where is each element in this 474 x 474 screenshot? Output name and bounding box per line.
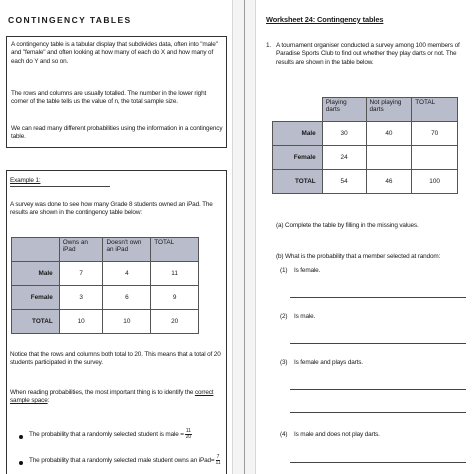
intro-paragraph-1: A contingency table is a tabular display that subdivides data, often into "male" and "female" and often looking at how many of each do X and how many of each do Y and so on. (11, 41, 218, 65)
bullet-icon (19, 435, 23, 439)
example-text: A survey was done to see how many Grade 8 students owned an iPad. The results are shown in the contingency table below: (10, 201, 213, 217)
answer-line[interactable] (290, 297, 466, 298)
probability-text: The probability that a randomly selected student is male = (29, 431, 184, 439)
bullet-icon (19, 461, 23, 465)
column-header: TOTAL (151, 238, 199, 262)
sample-space-colon: : (47, 397, 50, 405)
example-box (6, 170, 227, 474)
table-row (12, 262, 199, 286)
table-row (273, 146, 458, 170)
table-cell: 10 (59, 310, 103, 334)
table-row (12, 310, 199, 334)
column-header: Playing darts (322, 98, 366, 122)
fraction-numerator: 7 (216, 454, 220, 460)
page-title: CONTINGENCY TABLES (8, 15, 132, 25)
sample-space-note (10, 389, 224, 406)
table-header-row (12, 238, 199, 262)
question-text: A tournament organiser conducted a survey among 100 members of Paradise Sports Club to find out whether they play darts or not. The results are shown in the table below. (276, 42, 460, 66)
subpart-text: Is female and plays darts. (294, 359, 363, 366)
table-cell-empty[interactable] (412, 146, 458, 170)
table-cell: 3 (59, 286, 103, 310)
subpart-text: Is male. (294, 313, 316, 320)
part-a: (a) Complete the table by filling in the missing values. (276, 222, 419, 229)
intro-paragraph-2: The rows and columns are usually totalled. The number in the lower right corner of the table tells us the value of n, the total sample size. (11, 90, 207, 106)
table-cell: 46 (366, 170, 412, 194)
subpart-number: (3) (280, 359, 288, 366)
page-divider (244, 0, 245, 474)
table-corner-cell (273, 98, 323, 122)
table-cell: 11 (151, 262, 199, 286)
answer-line[interactable] (290, 389, 466, 390)
table-cell-empty[interactable] (366, 146, 412, 170)
probability-bullet (29, 429, 224, 440)
worksheet-title: Worksheet 24: Contingency tables (266, 15, 384, 24)
fraction-numerator: 11 (185, 428, 191, 434)
column-header: Not playing darts (366, 98, 412, 122)
table-cell: 54 (322, 170, 366, 194)
fraction-denominator: 11 (215, 460, 221, 466)
row-header: TOTAL (12, 310, 60, 334)
left-page (0, 0, 232, 474)
answer-line[interactable] (290, 412, 466, 413)
ipad-contingency-table (11, 237, 199, 334)
column-header: TOTAL (412, 98, 458, 122)
table-cell: 10 (103, 310, 151, 334)
intro-paragraph-3: We can read many different probabilities using the information in a contingency table. (11, 125, 223, 141)
subpart-number: (1) (280, 267, 288, 274)
part-b: (b) What is the probability that a member selected at random: (276, 253, 441, 260)
example-explanation: Notice that the rows and columns both total to 20. This means that a total of 20 students participated in the survey. (10, 351, 221, 367)
subpart-number: (4) (280, 431, 288, 438)
probability-text: The probability that a randomly selected male student owns an iPad= (29, 457, 215, 465)
fraction (216, 455, 221, 466)
table-row (12, 286, 199, 310)
table-cell: 6 (103, 286, 151, 310)
fraction-denominator: 20 (185, 434, 191, 440)
sample-space-highlight: correct sample space (10, 389, 214, 405)
probability-bullet (29, 455, 229, 466)
row-header: TOTAL (273, 170, 323, 194)
column-header: Owns an iPad (59, 238, 103, 262)
subpart-number: (2) (280, 313, 288, 320)
table-row (273, 170, 458, 194)
table-cell: 30 (322, 122, 366, 146)
divider (10, 186, 110, 187)
table-cell: 7 (59, 262, 103, 286)
sample-space-note-text: When reading probabilities, the most important thing is to identify the (10, 389, 195, 396)
table-cell: 40 (366, 122, 412, 146)
table-corner-cell (12, 238, 60, 262)
answer-line[interactable] (290, 462, 466, 463)
row-header: Female (12, 286, 60, 310)
row-header: Male (12, 262, 60, 286)
table-header-row (273, 98, 458, 122)
subpart-text: Is male and does not play darts. (294, 431, 380, 438)
question-number: 1. (266, 42, 272, 49)
table-cell: 4 (103, 262, 151, 286)
column-header: Doesn't own an iPad (103, 238, 151, 262)
table-cell: 70 (412, 122, 458, 146)
right-page (256, 0, 474, 474)
table-cell: 9 (151, 286, 199, 310)
intro-box (6, 36, 227, 148)
row-header: Female (273, 146, 323, 170)
subpart-text: Is female. (294, 267, 321, 274)
example-label: Example 1: (10, 177, 41, 184)
darts-contingency-table (272, 97, 458, 194)
fraction (185, 429, 192, 440)
table-cell: 20 (151, 310, 199, 334)
row-header: Male (273, 122, 323, 146)
table-row (273, 122, 458, 146)
answer-line[interactable] (290, 343, 466, 344)
table-cell: 100 (412, 170, 458, 194)
table-cell: 24 (322, 146, 366, 170)
page-gutter (232, 0, 256, 474)
